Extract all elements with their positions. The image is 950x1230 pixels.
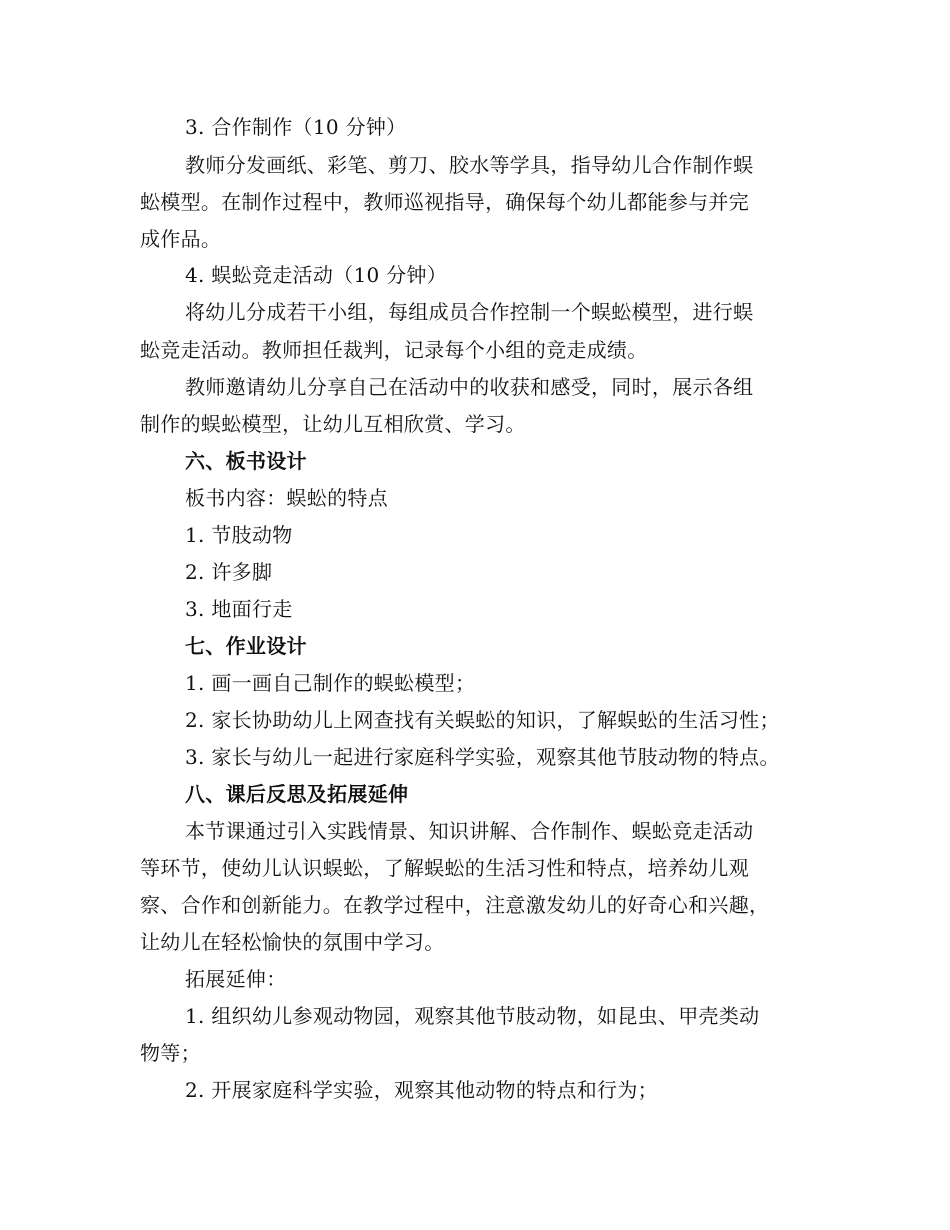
extension-label: 拓展延伸： [185,967,287,991]
paragraph-line: 察、合作和创新能力。在教学过程中，注意激发幼儿的好奇心和兴趣， [140,893,770,917]
section-heading-homework: 七、作业设计 [185,634,307,658]
list-item: 1. 节肢动物 [185,523,293,547]
paragraph-line: 将幼儿分成若干小组，每组成员合作控制一个蜈蚣模型，进行蜈 [185,300,754,324]
list-item: 1. 画一画自己制作的蜈蚣模型； [185,671,476,695]
step-4-title: 4. 蜈蚣竞走活动（10 分钟） [185,263,448,287]
paragraph-line: 制作的蜈蚣模型，让幼儿互相欣赏、学习。 [140,412,526,436]
paragraph-line: 教师分发画纸、彩笔、剪刀、胶水等学具，指导幼儿合作制作蜈 [185,153,754,177]
paragraph-line: 教师邀请幼儿分享自己在活动中的收获和感受，同时，展示各组 [185,375,754,399]
paragraph-line: 等环节，使幼儿认识蜈蚣，了解蜈蚣的生活习性和特点，培养幼儿观 [140,856,749,880]
list-item: 3. 地面行走 [185,597,293,621]
section-heading-board-design: 六、板书设计 [185,449,307,473]
list-item: 2. 家长协助幼儿上网查找有关蜈蚣的知识，了解蜈蚣的生活习性； [185,708,780,732]
paragraph-line: 让幼儿在轻松愉快的氛围中学习。 [140,930,445,954]
list-item: 2. 许多脚 [185,560,273,584]
list-item: 3. 家长与幼儿一起进行家庭科学实验，观察其他节肢动物的特点。 [185,745,780,769]
paragraph-line: 本节课通过引入实践情景、知识讲解、合作制作、蜈蚣竞走活动 [185,819,754,843]
paragraph-line: 成作品。 [140,227,222,251]
paragraph-line: 蚣竞走活动。教师担任裁判，记录每个小组的竞走成绩。 [140,338,648,362]
list-item: 2. 开展家庭科学实验，观察其他动物的特点和行为； [185,1078,658,1102]
list-item-continuation: 物等； [140,1041,201,1065]
list-item: 1. 组织幼儿参观动物园，观察其他节肢动物，如昆虫、甲壳类动 [185,1004,760,1028]
section-heading-reflection: 八、课后反思及拓展延伸 [185,782,409,806]
board-content-label: 板书内容：蜈蚣的特点 [185,486,388,510]
paragraph-line: 蚣模型。在制作过程中，教师巡视指导，确保每个幼儿都能参与并完 [140,190,749,214]
step-3-title: 3. 合作制作（10 分钟） [185,115,407,139]
